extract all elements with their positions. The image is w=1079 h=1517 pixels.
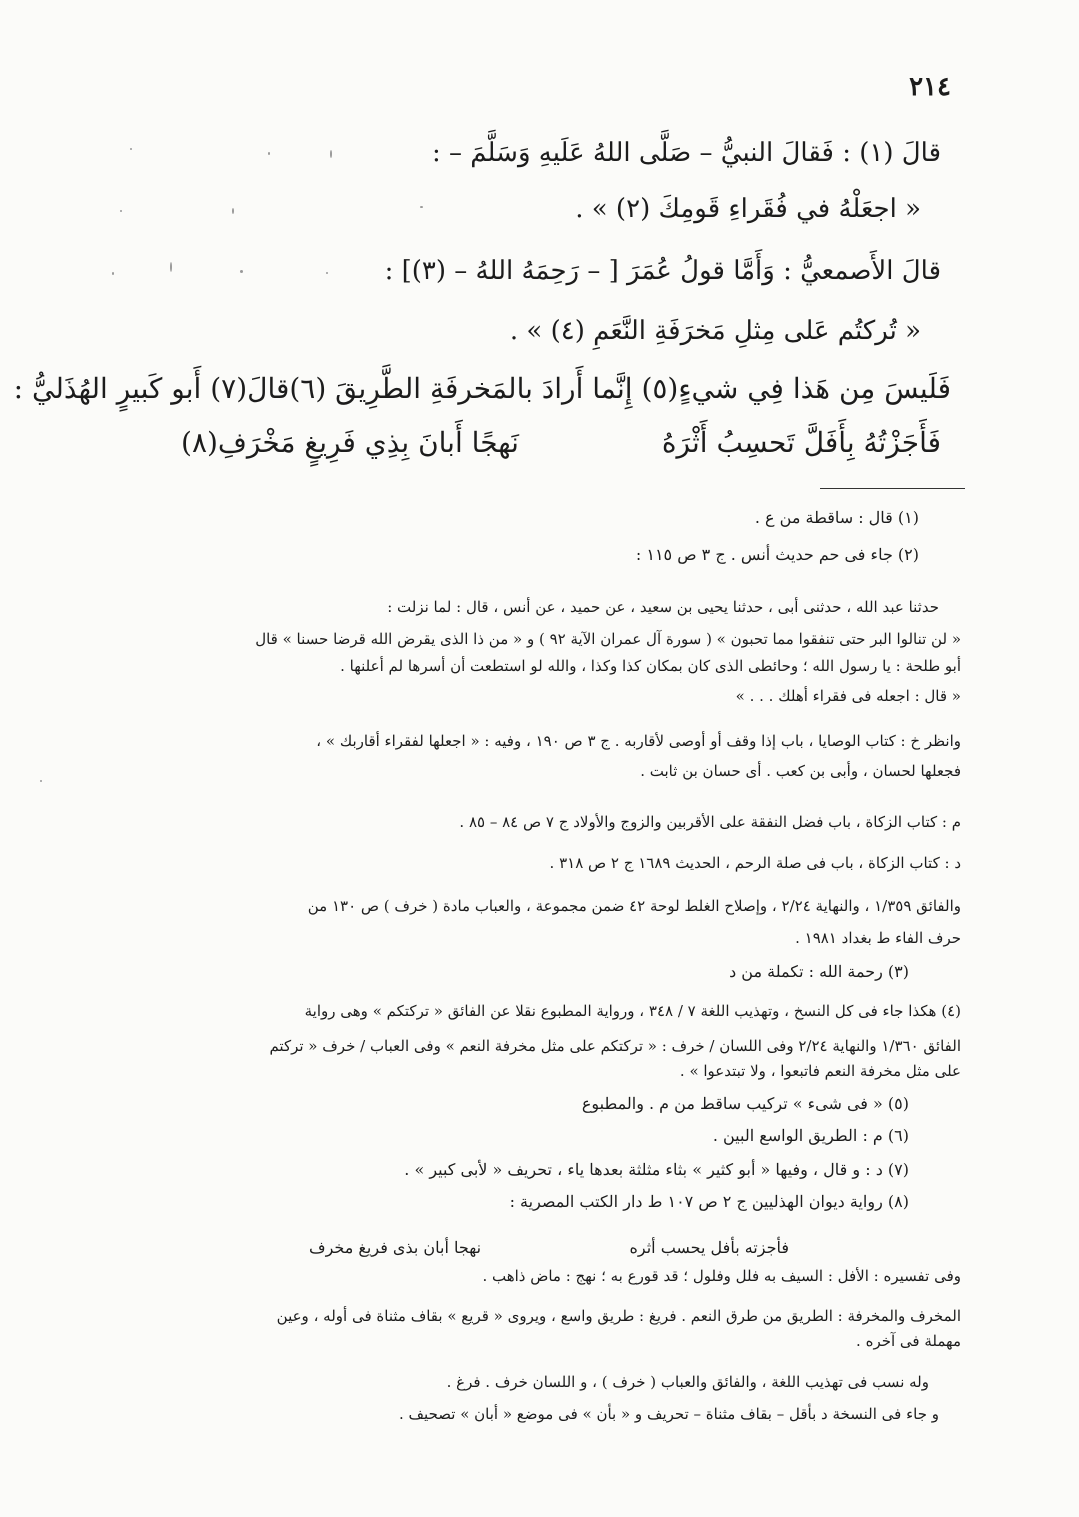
footnote-6: (٦) م : الطريق الواسع البين . bbox=[712, 1126, 909, 1145]
footnote-2-text-7: م : كتاب الزكاة ، باب فضل النفقة على الأقربين والزوج والأولاد ج ٧ ص ٨٤ – ٨٥ . bbox=[459, 813, 961, 831]
poem-verse bbox=[181, 426, 941, 459]
footnote-2-text-3: أبو طلحة : يا رسول الله ؛ وحائطى الذى كان بمكان كذا وكذا ، والله لو استطعت أن أسرها لم أعلنها . bbox=[340, 657, 961, 675]
footnote-2-text-9: والفائق ١/٣٥٩ ، والنهاية ٢/٢٤ ، وإصلاح الغلط لوحة ٤٢ ضمن مجموعة ، والعباب مادة ( خرف ) ص ١٣٠ من bbox=[307, 897, 961, 915]
scan-speck bbox=[268, 152, 270, 155]
footnote-8: (٨) رواية ديوان الهذليين ج ٢ ص ١٠٧ ط دار الكتب المصرية : bbox=[509, 1192, 909, 1211]
main-line-2: « اجعَلْهُ في فُقَراءِ قَومِكَ (٢) » . bbox=[575, 194, 921, 224]
main-line-4: « تُركتُم عَلى مِثلِ مَخرَفَةِ النَّعَمِ (٤) » . bbox=[509, 316, 921, 346]
verse-first-hemistich: فَأَجَزْتُهُ بِأَفَلَّ تَحسِبُ أَثْرَهُ bbox=[661, 426, 941, 459]
footnote-7: (٧) د : و قال ، وفيها « أبو كثير » بثاء مثلثة بعدها ياء ، تحريف « لأبى كبير » . bbox=[404, 1160, 909, 1179]
scan-speck bbox=[170, 262, 172, 272]
footnote-2-text-1: حدثنا عبد الله ، حدثنى أبى ، حدثنا يحيى بن سعيد ، عن حميد ، عن أنس ، قال : لما نزلت : bbox=[387, 598, 939, 616]
footnote-8-text-1: وفى تفسيره : الأفل : السيف به فلل وفلول ؛ قد قورع به ؛ نهج : ماض ذاهب . bbox=[482, 1267, 961, 1285]
footnote-2: (٢) جاء فى حم حديث أنس . ج ٣ ص ١١٥ : bbox=[635, 545, 919, 564]
footnote-8-text-2: المخرف والمخرفة : الطريق من طرق النعم . فريغ : طريق واسع ، ويروى « قريع » بقاف مثناة فى أوله ، وعين bbox=[276, 1307, 961, 1325]
scan-speck bbox=[330, 150, 332, 158]
main-line-5: فَلَيسَ مِن هَذا فِي شيءٍ(٥) إِنَّما أَرادَ بالمَخرفَةِ الطَّرِيقَ (٦)قالَ(٧) أَبو كَبيرٍ الهُذَليُّ : bbox=[13, 372, 951, 405]
scan-speck bbox=[120, 210, 122, 212]
footnote-2-text-10: حرف الفاء ط بغداد ١٩٨١ . bbox=[795, 929, 961, 947]
footnote-divider bbox=[820, 488, 965, 489]
scan-speck bbox=[420, 206, 423, 208]
footnote-4: (٤) هكذا جاء فى كل النسخ ، وتهذيب اللغة ٧ / ٣٤٨ ، ورواية المطبوع نقلا عن الفائق « تركتكم » وهى رواية bbox=[304, 1002, 961, 1020]
main-line-1: قالَ (١) : فَقالَ النبيُّ – صَلَّى اللهُ عَلَيهِ وَسَلَّمَ – : bbox=[431, 138, 941, 168]
footnote-8-text-3: مهملة فى آخره . bbox=[856, 1332, 961, 1350]
scan-speck bbox=[112, 272, 114, 275]
footnote-8-text-5: و جاء فى النسخة د بأقل – بقاف مثناة – تحريف و « بأن » فى موضع « أبان » تصحيف . bbox=[398, 1405, 939, 1423]
footnote-4-text-2: الفائق ١/٣٦٠ والنهاية ٢/٢٤ وفى اللسان / خرف : « تركتكم على مثل مخرفة النعم » وفى العباب / خرف « تركتم bbox=[269, 1037, 961, 1055]
footnote-4-text-3: على مثل مخرفة النعم فاتبعوا ، ولا تبتدعوا » . bbox=[679, 1062, 961, 1080]
footnote-8-text-4: وله نسب فى تهذيب اللغة ، والفائق والعباب ( خرف ) ، و اللسان خرف . فرغ . bbox=[446, 1373, 929, 1391]
footnote-3: (٣) رحمة الله : تكملة من د bbox=[729, 962, 909, 981]
page-number: ٢١٤ bbox=[909, 72, 951, 102]
footnote-1: (١) قال : ساقطة من ع . bbox=[754, 508, 919, 527]
footnote-2-text-4: « قال : اجعله فى فقراء أهلك . . . » bbox=[735, 687, 961, 705]
main-line-3: قالَ الأَصمعيُّ : وَأَمَّا قولُ عُمَرَ [ – رَحِمَهُ اللهُ – (٣)] : bbox=[384, 256, 941, 286]
scan-speck bbox=[130, 148, 132, 150]
footnote-verse-second: نهجا أبان بذى فريغ مخرف bbox=[309, 1238, 482, 1257]
footnote-5: (٥) « فى شىء » تركيب ساقط من م . والمطبوع bbox=[581, 1094, 909, 1113]
verse-second-hemistich: نَهجًا أَبانَ بِذِي فَرِيغٍ مَخْرَفِ(٨) bbox=[181, 426, 519, 459]
scan-speck bbox=[40, 780, 42, 782]
footnote-2-text-6: فجعلها لحسان ، وأبى بن كعب . أى حسان بن ثابت . bbox=[640, 762, 961, 780]
scan-speck bbox=[326, 272, 328, 274]
scan-speck bbox=[240, 270, 243, 273]
scan-speck bbox=[232, 208, 234, 214]
footnote-verse bbox=[309, 1238, 789, 1257]
footnote-2-text-5: وانظر خ : كتاب الوصايا ، باب إذا وقف أو أوصى لأقاربه . ج ٣ ص ١٩٠ ، وفيه : « اجعلها لفقراء أقاربك » ، bbox=[316, 732, 961, 750]
footnote-2-text-8: د : كتاب الزكاة ، باب فى صلة الرحم ، الحديث ١٦٨٩ ج ٢ ص ٣١٨ . bbox=[549, 854, 961, 872]
footnote-2-text-2: « لن تنالوا البر حتى تنفقوا مما تحبون » ( سورة آل عمران الآية ٩٢ ) و « من ذا الذى يقرض الله قرضا حسنا » قال bbox=[255, 630, 961, 648]
footnote-verse-first: فأجزته بأفل يحسب أثره bbox=[629, 1238, 789, 1257]
